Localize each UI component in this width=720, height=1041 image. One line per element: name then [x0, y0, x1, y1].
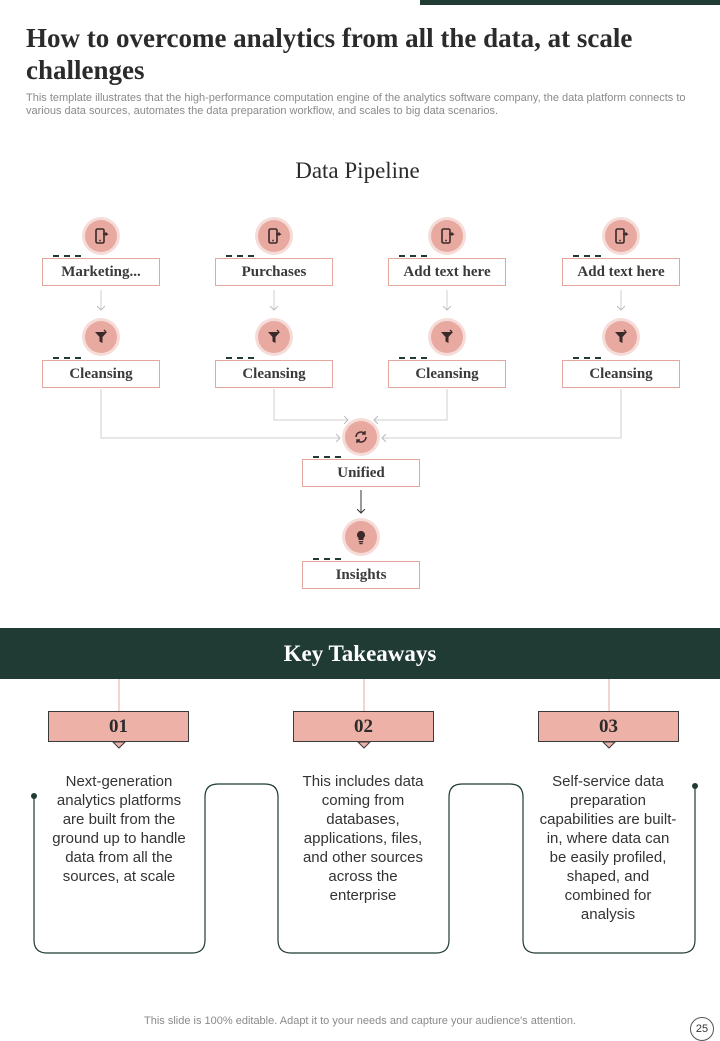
takeaway-text: Self-service data preparation capabilities are built-in, where data can be easily profiled, shaped, and combined for analysis	[539, 773, 677, 923]
insights-label: Insights	[335, 567, 387, 583]
page-subtitle: This template illustrates that the high-performance computation engine of the analytics software company, the data platform connects to various data sources, automates the data preparation workflow, and scales to big data scenarios.	[26, 92, 686, 117]
filter-icon	[85, 321, 117, 353]
source-label: Add text here	[403, 264, 491, 280]
mobile-icon	[258, 220, 290, 252]
filter-icon	[258, 321, 290, 353]
sync-icon	[345, 421, 377, 453]
source-label: Purchases	[241, 264, 307, 280]
takeaway-text: This includes data coming from databases, applications, files, and other sources across the enterprise	[302, 773, 424, 904]
footer-note: This slide is 100% editable. Adapt it to your needs and capture your audience's attention.	[144, 1015, 576, 1027]
key-takeaways-heading: Key Takeaways	[0, 628, 720, 679]
unified-node	[302, 459, 420, 487]
cleansing-node	[215, 360, 333, 388]
source-node	[42, 258, 160, 286]
cleansing-node	[388, 360, 506, 388]
cleansing-label: Cleansing	[242, 366, 306, 382]
source-label: Add text here	[577, 264, 665, 280]
takeaway-number: 01	[48, 711, 189, 742]
lightbulb-icon	[345, 521, 377, 553]
pipeline-title: Data Pipeline	[295, 158, 420, 183]
mobile-icon	[605, 220, 637, 252]
page-number: 25	[690, 1017, 714, 1041]
source-label: Marketing...	[61, 264, 141, 280]
source-node	[388, 258, 506, 286]
takeaway-number: 02	[293, 711, 434, 742]
filter-icon	[431, 321, 463, 353]
unified-label: Unified	[337, 465, 385, 481]
page-title: How to overcome analytics from all the data, at scale challenges	[26, 23, 633, 85]
cleansing-label: Cleansing	[69, 366, 133, 382]
cleansing-node	[42, 360, 160, 388]
cleansing-label: Cleansing	[415, 366, 479, 382]
cleansing-node	[562, 360, 680, 388]
takeaway-text: Next-generation analytics platforms are built from the ground up to handle data from all the sources, at scale	[52, 773, 186, 885]
cleansing-label: Cleansing	[589, 366, 653, 382]
insights-node	[302, 561, 420, 589]
source-node	[562, 258, 680, 286]
mobile-icon	[85, 220, 117, 252]
mobile-icon	[431, 220, 463, 252]
takeaway-number: 03	[538, 711, 679, 742]
source-node	[215, 258, 333, 286]
filter-icon	[605, 321, 637, 353]
